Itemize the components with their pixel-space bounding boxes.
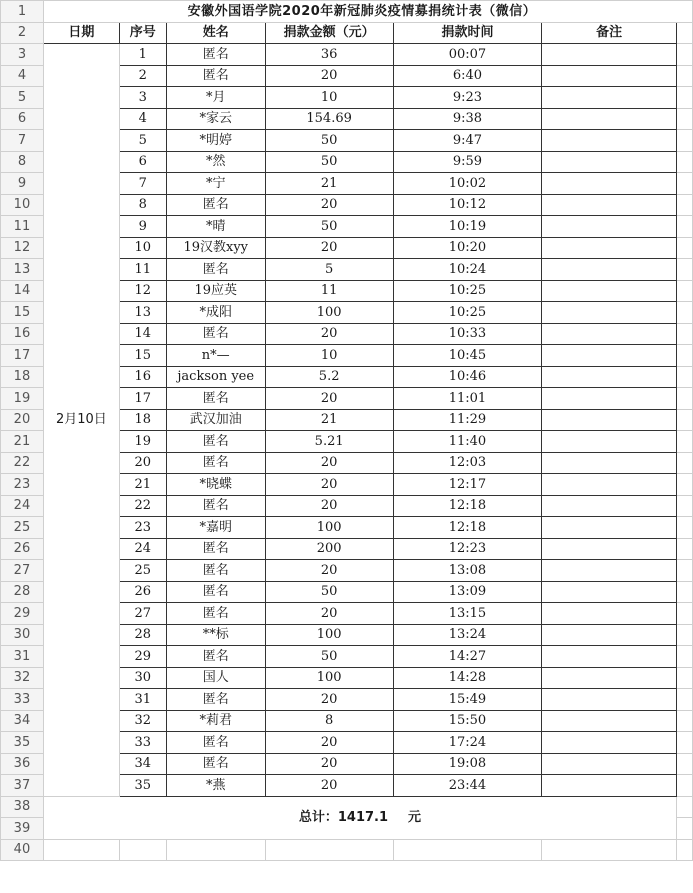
total-unit: 元 bbox=[408, 810, 422, 825]
amount-cell[interactable]: 100 bbox=[265, 517, 393, 539]
blank-cell bbox=[677, 173, 693, 195]
row-number: 19 bbox=[1, 388, 44, 410]
time-cell[interactable]: 15:50 bbox=[393, 710, 542, 732]
time-cell[interactable]: 10:24 bbox=[393, 259, 542, 281]
note-cell[interactable] bbox=[542, 216, 677, 238]
amount-cell[interactable]: 21 bbox=[265, 409, 393, 431]
note-cell[interactable] bbox=[542, 65, 677, 87]
time-cell[interactable]: 6:40 bbox=[393, 65, 542, 87]
note-cell[interactable] bbox=[542, 388, 677, 410]
amount-cell[interactable]: 100 bbox=[265, 302, 393, 324]
blank-cell bbox=[677, 732, 693, 754]
amount-cell[interactable]: 10 bbox=[265, 87, 393, 109]
seq-cell[interactable]: 15 bbox=[119, 345, 166, 367]
header-row bbox=[1, 22, 693, 44]
seq-cell[interactable]: 11 bbox=[119, 259, 166, 281]
table-row bbox=[1, 44, 693, 66]
note-cell[interactable] bbox=[542, 237, 677, 259]
name-cell[interactable]: 匿名 bbox=[166, 495, 265, 517]
note-cell[interactable] bbox=[542, 87, 677, 109]
time-cell[interactable]: 11:01 bbox=[393, 388, 542, 410]
note-cell[interactable] bbox=[542, 753, 677, 775]
row-number: 18 bbox=[1, 366, 44, 388]
note-cell[interactable] bbox=[542, 538, 677, 560]
amount-cell[interactable]: 10 bbox=[265, 345, 393, 367]
blank-cell bbox=[677, 108, 693, 130]
row-number: 1 bbox=[1, 1, 44, 23]
note-cell[interactable] bbox=[542, 646, 677, 668]
time-cell[interactable]: 11:40 bbox=[393, 431, 542, 453]
row-number: 16 bbox=[1, 323, 44, 345]
row-number: 39 bbox=[1, 818, 44, 840]
note-cell[interactable] bbox=[542, 603, 677, 625]
seq-cell[interactable]: 24 bbox=[119, 538, 166, 560]
row-number: 37 bbox=[1, 775, 44, 797]
name-cell[interactable]: 国人 bbox=[166, 667, 265, 689]
name-cell[interactable]: *月 bbox=[166, 87, 265, 109]
amount-cell[interactable]: 20 bbox=[265, 194, 393, 216]
seq-cell[interactable]: 4 bbox=[119, 108, 166, 130]
time-cell[interactable]: 14:28 bbox=[393, 667, 542, 689]
note-cell[interactable] bbox=[542, 345, 677, 367]
amount-cell[interactable]: 20 bbox=[265, 732, 393, 754]
time-cell[interactable]: 12:17 bbox=[393, 474, 542, 496]
blank-cell bbox=[677, 259, 693, 281]
name-cell[interactable]: 匿名 bbox=[166, 259, 265, 281]
name-cell[interactable]: n*— bbox=[166, 345, 265, 367]
total-label: 总计： bbox=[298, 810, 338, 825]
time-cell[interactable]: 10:33 bbox=[393, 323, 542, 345]
amount-cell[interactable]: 5 bbox=[265, 259, 393, 281]
note-cell[interactable] bbox=[542, 624, 677, 646]
seq-cell[interactable]: 10 bbox=[119, 237, 166, 259]
blank-cell bbox=[677, 194, 693, 216]
name-cell[interactable]: *宁 bbox=[166, 173, 265, 195]
amount-cell[interactable]: 20 bbox=[265, 775, 393, 797]
row-number: 21 bbox=[1, 431, 44, 453]
amount-cell[interactable]: 50 bbox=[265, 216, 393, 238]
name-cell[interactable]: *成阳 bbox=[166, 302, 265, 324]
amount-cell[interactable]: 50 bbox=[265, 581, 393, 603]
note-cell[interactable] bbox=[542, 409, 677, 431]
seq-cell[interactable]: 35 bbox=[119, 775, 166, 797]
row-number: 7 bbox=[1, 130, 44, 152]
note-cell[interactable] bbox=[542, 323, 677, 345]
time-cell[interactable]: 9:38 bbox=[393, 108, 542, 130]
amount-cell[interactable]: 5.2 bbox=[265, 366, 393, 388]
blank-cell bbox=[677, 366, 693, 388]
blank-cell bbox=[677, 839, 693, 861]
row-number: 22 bbox=[1, 452, 44, 474]
blank-cell bbox=[677, 775, 693, 797]
seq-cell[interactable]: 25 bbox=[119, 560, 166, 582]
note-cell[interactable] bbox=[542, 151, 677, 173]
name-cell[interactable]: 匿名 bbox=[166, 452, 265, 474]
name-cell[interactable]: 匿名 bbox=[166, 65, 265, 87]
note-cell[interactable] bbox=[542, 130, 677, 152]
row-number: 3 bbox=[1, 44, 44, 66]
blank-cell bbox=[166, 839, 265, 861]
name-cell[interactable]: *嘉明 bbox=[166, 517, 265, 539]
seq-cell[interactable]: 29 bbox=[119, 646, 166, 668]
amount-cell[interactable]: 50 bbox=[265, 151, 393, 173]
blank-cell bbox=[677, 796, 693, 818]
name-cell[interactable]: *然 bbox=[166, 151, 265, 173]
seq-cell[interactable]: 33 bbox=[119, 732, 166, 754]
blank-cell bbox=[677, 581, 693, 603]
seq-cell[interactable]: 17 bbox=[119, 388, 166, 410]
amount-cell[interactable]: 21 bbox=[265, 173, 393, 195]
time-cell[interactable]: 12:18 bbox=[393, 495, 542, 517]
note-cell[interactable] bbox=[542, 431, 677, 453]
name-cell[interactable]: 匿名 bbox=[166, 581, 265, 603]
blank-cell bbox=[677, 646, 693, 668]
total-value: 1417.1 bbox=[337, 810, 389, 825]
seq-cell[interactable]: 7 bbox=[119, 173, 166, 195]
time-cell[interactable]: 15:49 bbox=[393, 689, 542, 711]
row-number: 40 bbox=[1, 839, 44, 861]
note-cell[interactable] bbox=[542, 44, 677, 66]
blank-cell bbox=[677, 753, 693, 775]
name-cell[interactable]: 匿名 bbox=[166, 388, 265, 410]
time-cell[interactable]: 00:07 bbox=[393, 44, 542, 66]
name-cell[interactable]: 匿名 bbox=[166, 44, 265, 66]
name-cell[interactable]: 匿名 bbox=[166, 538, 265, 560]
amount-cell[interactable]: 5.21 bbox=[265, 431, 393, 453]
note-cell[interactable] bbox=[542, 259, 677, 281]
amount-cell[interactable]: 20 bbox=[265, 452, 393, 474]
seq-cell[interactable]: 30 bbox=[119, 667, 166, 689]
table-body bbox=[1, 1, 693, 861]
row-number: 28 bbox=[1, 581, 44, 603]
time-cell[interactable]: 19:08 bbox=[393, 753, 542, 775]
note-cell[interactable] bbox=[542, 560, 677, 582]
blank-cell bbox=[677, 710, 693, 732]
row-number: 38 bbox=[1, 796, 44, 818]
amount-cell[interactable]: 20 bbox=[265, 753, 393, 775]
header-time: 捐款时间 bbox=[393, 22, 542, 44]
row-number: 14 bbox=[1, 280, 44, 302]
row-number: 27 bbox=[1, 560, 44, 582]
name-cell[interactable]: *明婷 bbox=[166, 130, 265, 152]
seq-cell[interactable]: 22 bbox=[119, 495, 166, 517]
time-cell[interactable]: 17:24 bbox=[393, 732, 542, 754]
blank-cell bbox=[265, 839, 393, 861]
amount-cell[interactable]: 20 bbox=[265, 560, 393, 582]
blank-cell bbox=[677, 345, 693, 367]
note-cell[interactable] bbox=[542, 474, 677, 496]
seq-cell[interactable]: 5 bbox=[119, 130, 166, 152]
header-date: 日期 bbox=[43, 22, 119, 44]
blank-cell bbox=[119, 839, 166, 861]
seq-cell[interactable]: 27 bbox=[119, 603, 166, 625]
seq-cell[interactable]: 34 bbox=[119, 753, 166, 775]
blank-cell bbox=[677, 44, 693, 66]
row-number: 9 bbox=[1, 173, 44, 195]
row-number: 36 bbox=[1, 753, 44, 775]
name-cell[interactable]: 匿名 bbox=[166, 732, 265, 754]
amount-cell[interactable]: 36 bbox=[265, 44, 393, 66]
row-number: 32 bbox=[1, 667, 44, 689]
blank-cell bbox=[677, 87, 693, 109]
amount-cell[interactable]: 20 bbox=[265, 65, 393, 87]
time-cell[interactable]: 10:20 bbox=[393, 237, 542, 259]
row-number: 20 bbox=[1, 409, 44, 431]
note-cell[interactable] bbox=[542, 452, 677, 474]
amount-cell[interactable]: 200 bbox=[265, 538, 393, 560]
row-number: 10 bbox=[1, 194, 44, 216]
name-cell[interactable]: 匿名 bbox=[166, 646, 265, 668]
amount-cell[interactable]: 20 bbox=[265, 495, 393, 517]
row-number: 13 bbox=[1, 259, 44, 281]
blank-cell bbox=[677, 452, 693, 474]
seq-cell[interactable]: 12 bbox=[119, 280, 166, 302]
title-row bbox=[1, 1, 693, 23]
row-number: 23 bbox=[1, 474, 44, 496]
header-name: 姓名 bbox=[166, 22, 265, 44]
name-cell[interactable]: *晴 bbox=[166, 216, 265, 238]
row-number: 17 bbox=[1, 345, 44, 367]
blank-cell bbox=[677, 689, 693, 711]
row-number: 29 bbox=[1, 603, 44, 625]
blank-cell bbox=[677, 603, 693, 625]
note-cell[interactable] bbox=[542, 366, 677, 388]
row-number: 15 bbox=[1, 302, 44, 324]
blank-cell bbox=[677, 431, 693, 453]
sheet-title: 安徽外国语学院2020年新冠肺炎疫情募捐统计表（微信） bbox=[43, 1, 692, 23]
name-cell[interactable]: *晓蝶 bbox=[166, 474, 265, 496]
time-cell[interactable]: 13:24 bbox=[393, 624, 542, 646]
row-number: 34 bbox=[1, 710, 44, 732]
row-number: 12 bbox=[1, 237, 44, 259]
time-cell[interactable]: 10:25 bbox=[393, 280, 542, 302]
time-cell[interactable]: 11:29 bbox=[393, 409, 542, 431]
row-number: 24 bbox=[1, 495, 44, 517]
seq-cell[interactable]: 23 bbox=[119, 517, 166, 539]
note-cell[interactable] bbox=[542, 710, 677, 732]
seq-cell[interactable]: 26 bbox=[119, 581, 166, 603]
total-row bbox=[1, 796, 693, 818]
time-cell[interactable]: 9:23 bbox=[393, 87, 542, 109]
seq-cell[interactable]: 20 bbox=[119, 452, 166, 474]
seq-cell[interactable]: 21 bbox=[119, 474, 166, 496]
blank-cell bbox=[677, 409, 693, 431]
row-number: 25 bbox=[1, 517, 44, 539]
time-cell[interactable]: 12:18 bbox=[393, 517, 542, 539]
amount-cell[interactable]: 50 bbox=[265, 130, 393, 152]
seq-cell[interactable]: 18 bbox=[119, 409, 166, 431]
time-cell[interactable]: 10:46 bbox=[393, 366, 542, 388]
blank-cell bbox=[677, 538, 693, 560]
amount-cell[interactable]: 20 bbox=[265, 689, 393, 711]
amount-cell[interactable]: 8 bbox=[265, 710, 393, 732]
time-cell[interactable]: 10:12 bbox=[393, 194, 542, 216]
time-cell[interactable]: 10:02 bbox=[393, 173, 542, 195]
name-cell[interactable]: 匿名 bbox=[166, 560, 265, 582]
blank-cell bbox=[677, 323, 693, 345]
row-number: 26 bbox=[1, 538, 44, 560]
header-seq: 序号 bbox=[119, 22, 166, 44]
note-cell[interactable] bbox=[542, 775, 677, 797]
note-cell[interactable] bbox=[542, 732, 677, 754]
amount-cell[interactable]: 50 bbox=[265, 646, 393, 668]
row-number: 31 bbox=[1, 646, 44, 668]
time-cell[interactable]: 9:47 bbox=[393, 130, 542, 152]
note-cell[interactable] bbox=[542, 108, 677, 130]
blank-cell bbox=[677, 388, 693, 410]
blank-cell bbox=[677, 474, 693, 496]
seq-cell[interactable]: 2 bbox=[119, 65, 166, 87]
time-cell[interactable]: 13:09 bbox=[393, 581, 542, 603]
amount-cell[interactable]: 11 bbox=[265, 280, 393, 302]
name-cell[interactable]: 19汉教xyy bbox=[166, 237, 265, 259]
empty-row bbox=[1, 839, 693, 861]
note-cell[interactable] bbox=[542, 517, 677, 539]
note-cell[interactable] bbox=[542, 667, 677, 689]
name-cell[interactable]: 匿名 bbox=[166, 689, 265, 711]
amount-cell[interactable]: 20 bbox=[265, 237, 393, 259]
blank-cell bbox=[542, 839, 677, 861]
time-cell[interactable]: 9:59 bbox=[393, 151, 542, 173]
name-cell[interactable]: 匿名 bbox=[166, 323, 265, 345]
blank-cell bbox=[677, 216, 693, 238]
name-cell[interactable]: 匿名 bbox=[166, 603, 265, 625]
time-cell[interactable]: 14:27 bbox=[393, 646, 542, 668]
name-cell[interactable]: **标 bbox=[166, 624, 265, 646]
note-cell[interactable] bbox=[542, 689, 677, 711]
seq-cell[interactable]: 19 bbox=[119, 431, 166, 453]
note-cell[interactable] bbox=[542, 173, 677, 195]
seq-cell[interactable]: 31 bbox=[119, 689, 166, 711]
header-note: 备注 bbox=[542, 22, 677, 44]
blank-cell bbox=[393, 839, 542, 861]
time-cell[interactable]: 13:08 bbox=[393, 560, 542, 582]
row-number: 30 bbox=[1, 624, 44, 646]
time-cell[interactable]: 12:23 bbox=[393, 538, 542, 560]
name-cell[interactable]: 匿名 bbox=[166, 194, 265, 216]
header-amount: 捐款金额（元） bbox=[265, 22, 393, 44]
blank-cell bbox=[677, 22, 693, 44]
row-number: 5 bbox=[1, 87, 44, 109]
row-number: 33 bbox=[1, 689, 44, 711]
amount-cell[interactable]: 100 bbox=[265, 667, 393, 689]
note-cell[interactable] bbox=[542, 581, 677, 603]
time-cell[interactable]: 13:15 bbox=[393, 603, 542, 625]
seq-cell[interactable]: 28 bbox=[119, 624, 166, 646]
total-cell bbox=[43, 796, 676, 839]
name-cell[interactable]: *家云 bbox=[166, 108, 265, 130]
name-cell[interactable]: 匿名 bbox=[166, 753, 265, 775]
row-number: 8 bbox=[1, 151, 44, 173]
seq-cell[interactable]: 3 bbox=[119, 87, 166, 109]
blank-cell bbox=[677, 302, 693, 324]
time-cell[interactable]: 23:44 bbox=[393, 775, 542, 797]
name-cell[interactable]: 匿名 bbox=[166, 431, 265, 453]
note-cell[interactable] bbox=[542, 280, 677, 302]
blank-cell bbox=[677, 560, 693, 582]
blank-cell bbox=[43, 839, 119, 861]
blank-cell bbox=[677, 517, 693, 539]
seq-cell[interactable]: 32 bbox=[119, 710, 166, 732]
blank-cell bbox=[677, 280, 693, 302]
time-cell[interactable]: 10:25 bbox=[393, 302, 542, 324]
blank-cell bbox=[677, 130, 693, 152]
time-cell[interactable]: 12:03 bbox=[393, 452, 542, 474]
blank-cell bbox=[677, 65, 693, 87]
amount-cell[interactable]: 20 bbox=[265, 603, 393, 625]
blank-cell bbox=[677, 495, 693, 517]
date-cell[interactable]: 2月10日 bbox=[43, 44, 119, 797]
name-cell[interactable]: 19应英 bbox=[166, 280, 265, 302]
seq-cell[interactable]: 9 bbox=[119, 216, 166, 238]
blank-cell bbox=[677, 624, 693, 646]
row-number: 35 bbox=[1, 732, 44, 754]
name-cell[interactable]: *莉君 bbox=[166, 710, 265, 732]
blank-cell bbox=[677, 818, 693, 840]
note-cell[interactable] bbox=[542, 302, 677, 324]
seq-cell[interactable]: 13 bbox=[119, 302, 166, 324]
blank-cell bbox=[677, 667, 693, 689]
blank-cell bbox=[677, 237, 693, 259]
seq-cell[interactable]: 6 bbox=[119, 151, 166, 173]
name-cell[interactable]: *燕 bbox=[166, 775, 265, 797]
amount-cell[interactable]: 100 bbox=[265, 624, 393, 646]
row-number: 6 bbox=[1, 108, 44, 130]
row-number: 11 bbox=[1, 216, 44, 238]
name-cell[interactable]: jackson yee bbox=[166, 366, 265, 388]
row-number: 2 bbox=[1, 22, 44, 44]
amount-cell[interactable]: 20 bbox=[265, 388, 393, 410]
seq-cell[interactable]: 1 bbox=[119, 44, 166, 66]
seq-cell[interactable]: 8 bbox=[119, 194, 166, 216]
seq-cell[interactable]: 14 bbox=[119, 323, 166, 345]
note-cell[interactable] bbox=[542, 194, 677, 216]
name-cell[interactable]: 武汉加油 bbox=[166, 409, 265, 431]
blank-cell bbox=[677, 151, 693, 173]
time-cell[interactable]: 10:45 bbox=[393, 345, 542, 367]
row-number: 4 bbox=[1, 65, 44, 87]
amount-cell[interactable]: 20 bbox=[265, 474, 393, 496]
note-cell[interactable] bbox=[542, 495, 677, 517]
amount-cell[interactable]: 20 bbox=[265, 323, 393, 345]
time-cell[interactable]: 10:19 bbox=[393, 216, 542, 238]
seq-cell[interactable]: 16 bbox=[119, 366, 166, 388]
amount-cell[interactable]: 154.69 bbox=[265, 108, 393, 130]
